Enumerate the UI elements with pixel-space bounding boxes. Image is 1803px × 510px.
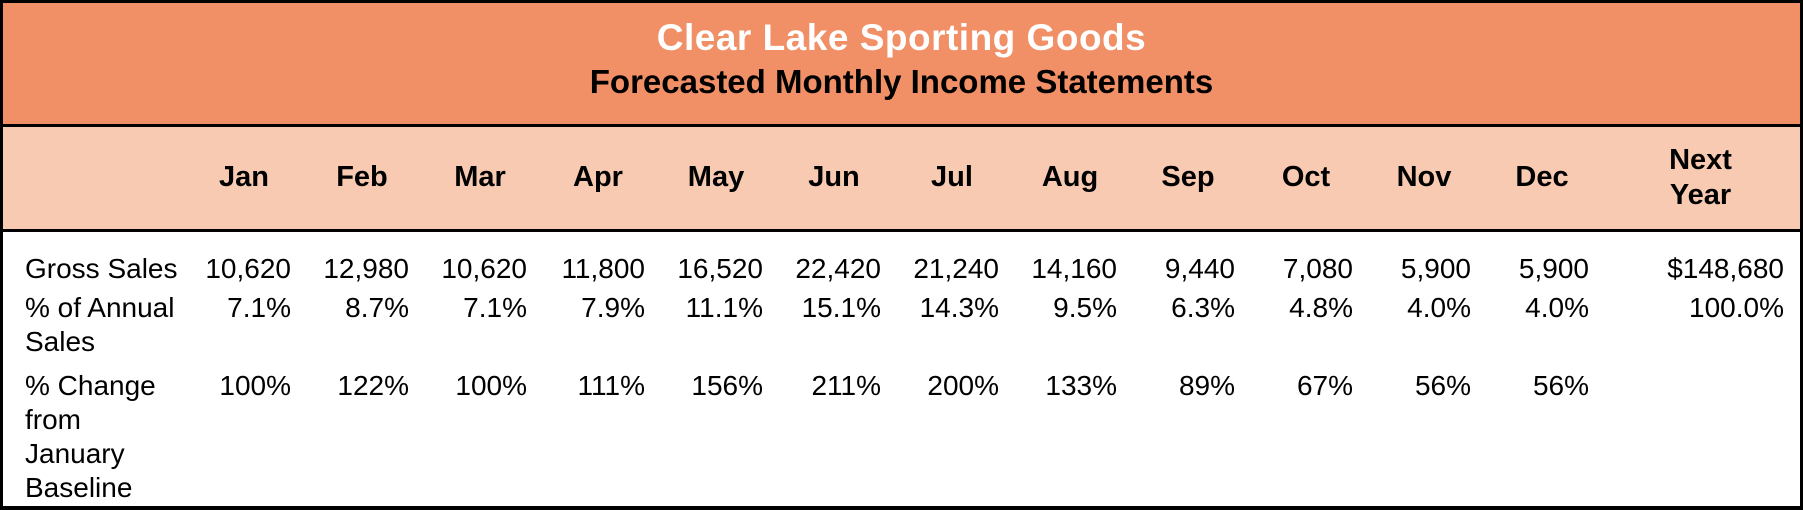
cell-value: 4.8%	[1289, 291, 1353, 323]
table-row-pct-change-baseline	[3, 361, 1800, 507]
cell-value: 21,240	[913, 252, 999, 284]
column-header-aug	[1011, 127, 1129, 230]
corner-cell	[3, 127, 185, 230]
column-header-label: Dec	[1515, 161, 1569, 194]
cell-value: 14,160	[1031, 252, 1117, 284]
cell-value: 4.0%	[1407, 291, 1471, 323]
cell-value: $148,680	[1667, 252, 1784, 284]
column-header-sep	[1129, 127, 1247, 230]
cell-value: 100.0%	[1689, 291, 1784, 323]
column-header-may	[657, 127, 775, 230]
cell-value: 56%	[1414, 369, 1471, 401]
cell-value: 9,440	[1164, 252, 1235, 284]
cell-value: 22,420	[795, 252, 881, 284]
column-header-label: Feb	[336, 161, 388, 194]
column-header-nov	[1365, 127, 1483, 230]
cell-value: 211%	[811, 369, 881, 401]
column-header-label: May	[687, 161, 745, 194]
column-header-label: Nov	[1396, 161, 1452, 194]
row-label: Gross Sales	[25, 252, 178, 284]
column-header-oct	[1247, 127, 1365, 230]
cell-value: 100%	[455, 369, 527, 401]
cell-value: 5,900	[1518, 252, 1589, 284]
table-row-gross-sales	[3, 230, 1800, 288]
column-header-dec	[1483, 127, 1601, 230]
cell-value: 12,980	[323, 252, 409, 284]
cell-value: 16,520	[677, 252, 763, 284]
table-subtitle: Forecasted Monthly Income Statements	[589, 63, 1214, 101]
cell-value: 7.9%	[581, 291, 645, 323]
column-header-mar	[421, 127, 539, 230]
cell-value: 9.5%	[1053, 291, 1117, 323]
cell-value: 5,900	[1400, 252, 1471, 284]
cell-value: 11.1%	[685, 291, 763, 323]
table-row-pct-annual-sales	[3, 288, 1800, 361]
cell-value: 8.7%	[345, 291, 409, 323]
column-header-jul	[893, 127, 1011, 230]
column-header-label: Next Year	[1669, 143, 1732, 211]
column-header-label: Oct	[1281, 161, 1331, 194]
column-header-next-year	[1601, 127, 1800, 230]
cell-value: 7.1%	[463, 291, 527, 323]
row-label: % Change from January Baseline	[25, 369, 156, 503]
cell-value: 56%	[1532, 369, 1589, 401]
cell-value: 7,080	[1282, 252, 1353, 284]
row-label: % of Annual Sales	[25, 291, 175, 357]
forecast-table	[3, 127, 1800, 507]
cell-value: 10,620	[441, 252, 527, 284]
column-header-feb	[303, 127, 421, 230]
table-title: Clear Lake Sporting Goods	[656, 17, 1147, 58]
cell-value: 15.1%	[801, 291, 881, 323]
cell-value	[1601, 361, 1800, 507]
table-title-band	[3, 3, 1800, 127]
cell-value: 4.0%	[1525, 291, 1589, 323]
column-header-jan	[185, 127, 303, 230]
cell-value: 6.3%	[1171, 291, 1235, 323]
column-header-jun	[775, 127, 893, 230]
cell-value: 200%	[927, 369, 999, 401]
cell-value: 100%	[219, 369, 291, 401]
cell-value: 111%	[577, 369, 645, 401]
cell-value: 156%	[691, 369, 763, 401]
cell-value: 67%	[1296, 369, 1353, 401]
cell-value: 11,800	[561, 252, 645, 284]
column-header-apr	[539, 127, 657, 230]
cell-value: 14.3%	[919, 291, 999, 323]
column-header-label: Aug	[1041, 161, 1099, 194]
month-header-row	[3, 127, 1800, 230]
column-header-label: Apr	[573, 161, 623, 194]
column-header-label: Sep	[1161, 161, 1215, 194]
cell-value: 10,620	[205, 252, 291, 284]
cell-value: 7.1%	[227, 291, 291, 323]
column-header-label: Mar	[454, 161, 506, 194]
cell-value: 122%	[337, 369, 409, 401]
column-header-label: Jun	[808, 161, 860, 194]
column-header-label: Jul	[931, 161, 973, 194]
column-header-label: Jan	[219, 161, 269, 194]
cell-value: 89%	[1178, 369, 1235, 401]
cell-value: 133%	[1045, 369, 1117, 401]
